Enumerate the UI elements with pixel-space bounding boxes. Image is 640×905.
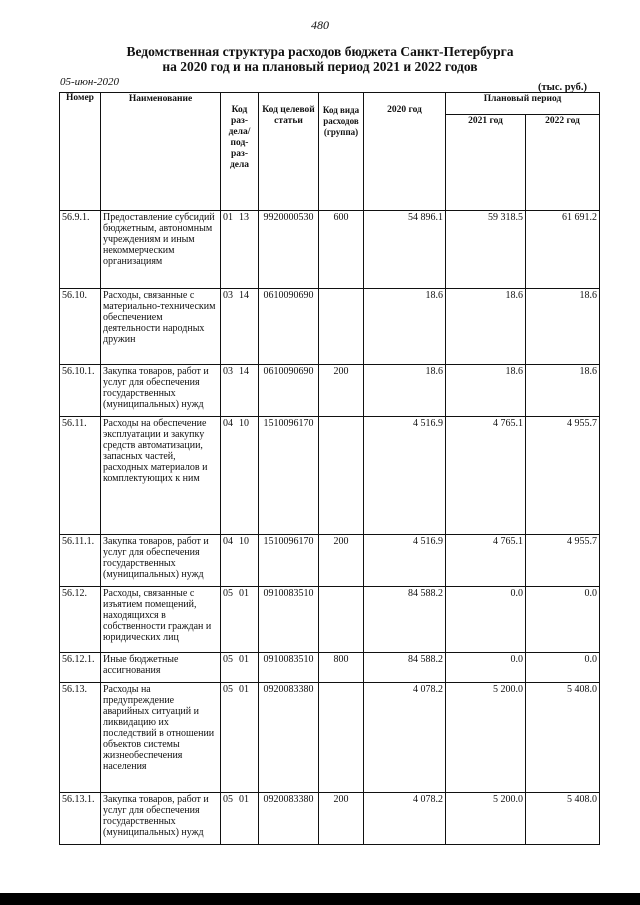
header-2021: 2021 год bbox=[446, 115, 526, 211]
row-section-code bbox=[221, 587, 259, 653]
row-name: Расходы на обеспечение эксплуатации и закупку средств автоматизации, запасных частей, расходных материалов и комплектующих к ним bbox=[101, 417, 221, 535]
row-number: 56.12.1. bbox=[60, 653, 101, 683]
row-number: 56.13. bbox=[60, 683, 101, 793]
row-2021: 18.6 bbox=[446, 289, 526, 365]
row-subsection: 14 bbox=[239, 366, 249, 377]
row-2022: 0.0 bbox=[526, 587, 600, 653]
row-subsection: 13 bbox=[239, 212, 249, 223]
header-name: Наименование bbox=[101, 93, 221, 211]
row-2020: 84 588.2 bbox=[364, 653, 446, 683]
row-name: Предоставление субсидий бюджетным, автономным учреждениям и иным некоммерческим организациям bbox=[101, 211, 221, 289]
table-row bbox=[60, 417, 600, 535]
row-target-code: 0910083510 bbox=[259, 653, 319, 683]
header-expense-type: Код вида расходов (группа) bbox=[319, 93, 364, 211]
row-section-code bbox=[221, 365, 259, 417]
row-2022: 4 955.7 bbox=[526, 417, 600, 535]
row-name: Закупка товаров, работ и услуг для обеспечения государственных (муниципальных) нужд bbox=[101, 535, 221, 587]
row-name: Закупка товаров, работ и услуг для обеспечения государственных (муниципальных) нужд bbox=[101, 365, 221, 417]
row-section: 01 bbox=[223, 212, 233, 223]
page-number: 480 bbox=[311, 18, 329, 32]
row-2020: 18.6 bbox=[364, 289, 446, 365]
row-number: 56.10. bbox=[60, 289, 101, 365]
row-subsection: 01 bbox=[239, 654, 249, 665]
row-section: 05 bbox=[223, 654, 233, 665]
row-2022: 18.6 bbox=[526, 365, 600, 417]
row-section-code bbox=[221, 417, 259, 535]
table-row bbox=[60, 587, 600, 653]
row-2022: 0.0 bbox=[526, 653, 600, 683]
row-number: 56.12. bbox=[60, 587, 101, 653]
row-expense-type bbox=[319, 587, 364, 653]
row-2022: 18.6 bbox=[526, 289, 600, 365]
row-target-code: 9920000530 bbox=[259, 211, 319, 289]
document-title bbox=[0, 44, 640, 74]
row-2021: 4 765.1 bbox=[446, 535, 526, 587]
table-row bbox=[60, 365, 600, 417]
row-name: Расходы, связанные с изъятием помещений, находящихся в собственности граждан и юридических лиц bbox=[101, 587, 221, 653]
row-number: 56.9.1. bbox=[60, 211, 101, 289]
budget-table bbox=[59, 92, 600, 845]
row-number: 56.11. bbox=[60, 417, 101, 535]
table-header bbox=[60, 93, 600, 211]
row-2020: 84 588.2 bbox=[364, 587, 446, 653]
row-2021: 5 200.0 bbox=[446, 793, 526, 845]
row-subsection: 14 bbox=[239, 290, 249, 301]
row-section: 04 bbox=[223, 418, 233, 429]
row-2020: 4 078.2 bbox=[364, 793, 446, 845]
row-number: 56.13.1. bbox=[60, 793, 101, 845]
title-line-2: на 2020 год и на плановый период 2021 и 2022 годов bbox=[162, 59, 478, 74]
row-section-code bbox=[221, 535, 259, 587]
header-planned-period: Плановый период bbox=[446, 93, 600, 115]
row-2021: 4 765.1 bbox=[446, 417, 526, 535]
row-subsection: 01 bbox=[239, 794, 249, 805]
row-2021: 59 318.5 bbox=[446, 211, 526, 289]
header-target: Код целевой статьи bbox=[259, 93, 319, 211]
row-expense-type bbox=[319, 417, 364, 535]
title-line-1: Ведомственная структура расходов бюджета Санкт-Петербурга bbox=[126, 44, 514, 59]
row-section: 05 bbox=[223, 794, 233, 805]
header-2022: 2022 год bbox=[526, 115, 600, 211]
row-target-code: 0920083380 bbox=[259, 683, 319, 793]
table-row bbox=[60, 535, 600, 587]
row-2020: 18.6 bbox=[364, 365, 446, 417]
row-target-code: 0610090690 bbox=[259, 289, 319, 365]
row-section-code bbox=[221, 289, 259, 365]
row-expense-type: 200 bbox=[319, 365, 364, 417]
table-row bbox=[60, 683, 600, 793]
table-row bbox=[60, 289, 600, 365]
table-row bbox=[60, 211, 600, 289]
row-2022: 61 691.2 bbox=[526, 211, 600, 289]
row-2022: 5 408.0 bbox=[526, 683, 600, 793]
row-2021: 0.0 bbox=[446, 587, 526, 653]
units-label: (тыс. руб.) bbox=[538, 82, 587, 93]
scan-bottom-edge bbox=[0, 893, 640, 905]
row-expense-type: 800 bbox=[319, 653, 364, 683]
row-2020: 54 896.1 bbox=[364, 211, 446, 289]
row-name: Расходы на предупреждение аварийных ситуаций и ликвидацию их последствий в отношении объектов системы жизнеобеспечения населения bbox=[101, 683, 221, 793]
table-row bbox=[60, 653, 600, 683]
table-row bbox=[60, 793, 600, 845]
document-date: 05-июн-2020 bbox=[60, 76, 120, 88]
row-name: Иные бюджетные ассигнования bbox=[101, 653, 221, 683]
row-section-code bbox=[221, 683, 259, 793]
header-section: Код раз- дела/ под- раз- дела bbox=[221, 93, 259, 211]
row-expense-type bbox=[319, 289, 364, 365]
row-section: 05 bbox=[223, 684, 233, 695]
row-2022: 4 955.7 bbox=[526, 535, 600, 587]
row-subsection: 01 bbox=[239, 588, 249, 599]
row-2022: 5 408.0 bbox=[526, 793, 600, 845]
row-section: 03 bbox=[223, 290, 233, 301]
table-body bbox=[60, 211, 600, 845]
row-2021: 5 200.0 bbox=[446, 683, 526, 793]
row-section: 05 bbox=[223, 588, 233, 599]
row-target-code: 0610090690 bbox=[259, 365, 319, 417]
row-expense-type bbox=[319, 683, 364, 793]
row-number: 56.10.1. bbox=[60, 365, 101, 417]
row-2020: 4 078.2 bbox=[364, 683, 446, 793]
row-subsection: 10 bbox=[239, 418, 249, 429]
row-name: Расходы, связанные с материально-техническим обеспечением деятельности народных дружин bbox=[101, 289, 221, 365]
row-section-code bbox=[221, 653, 259, 683]
header-2020: 2020 год bbox=[364, 93, 446, 211]
row-expense-type: 200 bbox=[319, 535, 364, 587]
row-target-code: 0910083510 bbox=[259, 587, 319, 653]
row-section-code bbox=[221, 793, 259, 845]
row-2020: 4 516.9 bbox=[364, 417, 446, 535]
row-subsection: 01 bbox=[239, 684, 249, 695]
header-number: Номер bbox=[60, 93, 101, 211]
row-2021: 0.0 bbox=[446, 653, 526, 683]
row-expense-type: 600 bbox=[319, 211, 364, 289]
row-number: 56.11.1. bbox=[60, 535, 101, 587]
row-section: 04 bbox=[223, 536, 233, 547]
row-2020: 4 516.9 bbox=[364, 535, 446, 587]
row-name: Закупка товаров, работ и услуг для обеспечения государственных (муниципальных) нужд bbox=[101, 793, 221, 845]
row-2021: 18.6 bbox=[446, 365, 526, 417]
row-section: 03 bbox=[223, 366, 233, 377]
row-target-code: 0920083380 bbox=[259, 793, 319, 845]
row-expense-type: 200 bbox=[319, 793, 364, 845]
row-section-code bbox=[221, 211, 259, 289]
row-target-code: 1510096170 bbox=[259, 535, 319, 587]
row-target-code: 1510096170 bbox=[259, 417, 319, 535]
row-subsection: 10 bbox=[239, 536, 249, 547]
